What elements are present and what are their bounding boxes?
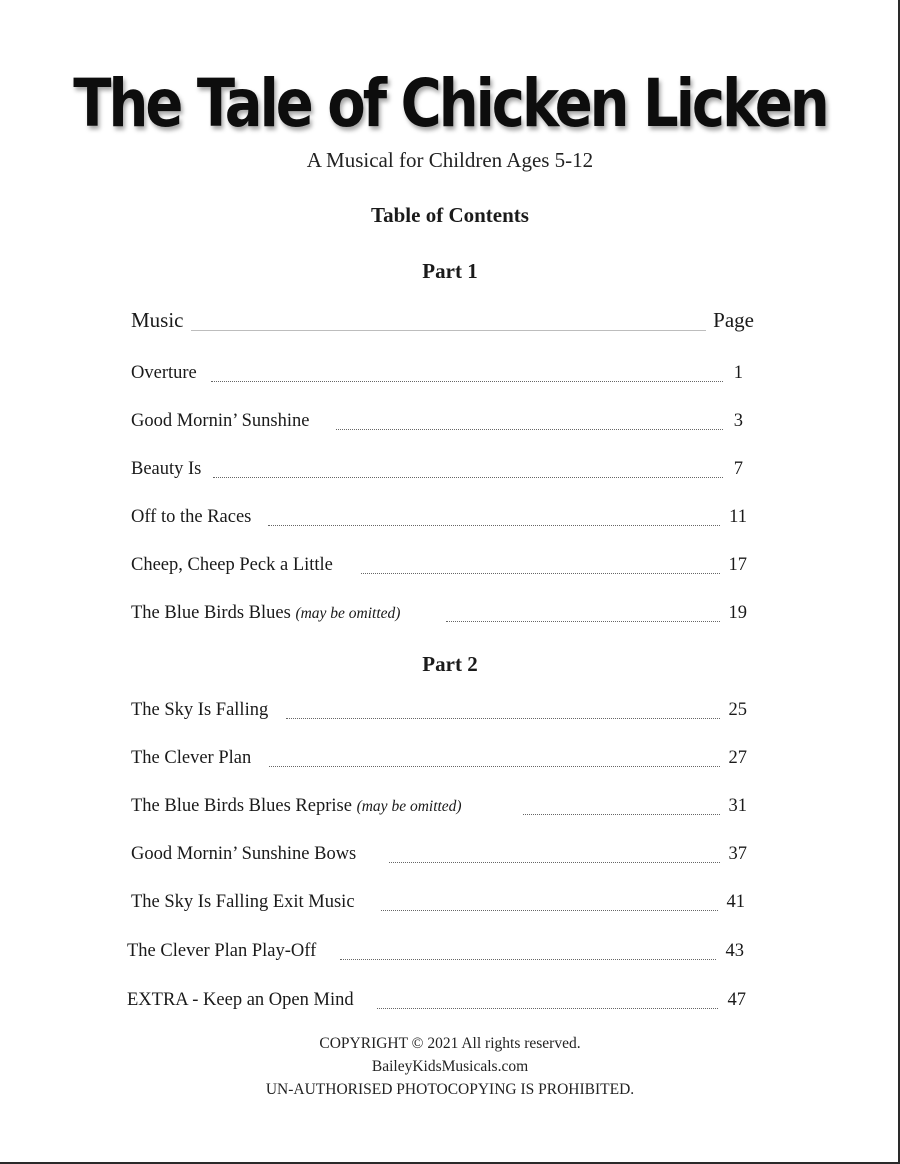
toc-entry-title: Cheep, Cheep Peck a Little bbox=[131, 555, 333, 575]
page-column-label: Page bbox=[713, 308, 754, 332]
toc-entry-title: Beauty Is bbox=[131, 459, 202, 479]
toc-entry-page: 19 bbox=[728, 603, 747, 623]
toc-entry-page: 47 bbox=[727, 990, 746, 1010]
header-rule bbox=[191, 330, 706, 331]
dot-leader bbox=[268, 525, 720, 526]
toc-entry[interactable] bbox=[131, 748, 747, 772]
toc-entry-page: 17 bbox=[728, 555, 747, 575]
dot-leader bbox=[286, 718, 720, 719]
dot-leader bbox=[446, 621, 720, 622]
toc-entry-page: 31 bbox=[728, 796, 747, 816]
copyright-line: COPYRIGHT © 2021 All rights reserved. bbox=[319, 1035, 581, 1052]
toc-entry-title: The Sky Is Falling bbox=[131, 700, 269, 720]
dot-leader bbox=[336, 429, 723, 430]
toc-entry[interactable] bbox=[131, 363, 743, 387]
dot-leader bbox=[213, 477, 723, 478]
toc-entry[interactable] bbox=[127, 941, 744, 965]
dot-leader bbox=[389, 862, 720, 863]
toc-entry-page: 41 bbox=[726, 892, 745, 912]
toc-entry[interactable] bbox=[131, 796, 747, 820]
toc-entry-title: The Clever Plan bbox=[131, 748, 252, 768]
website-line: BaileyKidsMusicals.com bbox=[371, 1058, 529, 1075]
toc-entry-page: 25 bbox=[728, 700, 747, 720]
toc-entry-title: The Blue Birds Blues Reprise (may be omitted) bbox=[131, 796, 462, 816]
toc-entry[interactable] bbox=[131, 892, 745, 916]
toc-entry-page: 1 bbox=[733, 363, 743, 383]
dot-leader bbox=[211, 381, 723, 382]
part2-heading: Part 2 bbox=[422, 652, 478, 676]
toc-heading: Table of Contents bbox=[371, 203, 529, 227]
toc-entry[interactable] bbox=[131, 603, 747, 627]
toc-entry[interactable] bbox=[131, 507, 747, 531]
photocopy-warning: UN-AUTHORISED PHOTOCOPYING IS PROHIBITED. bbox=[265, 1081, 635, 1098]
dot-leader bbox=[269, 766, 720, 767]
toc-entry-title: EXTRA - Keep an Open Mind bbox=[127, 990, 354, 1010]
toc-entry-title: Good Mornin’ Sunshine Bows bbox=[131, 844, 357, 864]
dot-leader bbox=[361, 573, 720, 574]
toc-entry-title: Overture bbox=[131, 363, 197, 383]
toc-entry-page: 27 bbox=[728, 748, 747, 768]
toc-entry-title: The Clever Plan Play-Off bbox=[127, 941, 317, 961]
toc-entry-page: 3 bbox=[733, 411, 743, 431]
toc-entry[interactable] bbox=[131, 555, 747, 579]
toc-entry[interactable] bbox=[131, 459, 743, 483]
document-subtitle: A Musical for Children Ages 5-12 bbox=[306, 148, 594, 172]
dot-leader bbox=[381, 910, 718, 911]
toc-entry-note: (may be omitted) bbox=[295, 605, 401, 622]
part1-heading: Part 1 bbox=[422, 259, 478, 283]
toc-entry-title: Off to the Races bbox=[131, 507, 252, 527]
toc-entry[interactable] bbox=[131, 700, 747, 724]
toc-entry[interactable] bbox=[127, 990, 746, 1014]
toc-entry[interactable] bbox=[131, 844, 747, 868]
music-column-label: Music bbox=[131, 308, 184, 332]
toc-entry-page: 37 bbox=[728, 844, 747, 864]
column-header bbox=[131, 308, 754, 334]
toc-entry-page: 43 bbox=[725, 941, 744, 961]
dot-leader bbox=[340, 959, 716, 960]
toc-entry-page: 11 bbox=[729, 507, 747, 527]
toc-entry-page: 7 bbox=[733, 459, 743, 479]
toc-entry-note: (may be omitted) bbox=[356, 798, 462, 815]
toc-entry-title: The Sky Is Falling Exit Music bbox=[131, 892, 355, 912]
dot-leader bbox=[523, 814, 720, 815]
toc-entry[interactable] bbox=[131, 411, 743, 435]
toc-entry-title: The Blue Birds Blues (may be omitted) bbox=[131, 603, 401, 623]
document-title: The Tale of Chicken Licken bbox=[73, 66, 827, 143]
dot-leader bbox=[377, 1008, 718, 1009]
toc-entry-title: Good Mornin’ Sunshine bbox=[131, 411, 310, 431]
